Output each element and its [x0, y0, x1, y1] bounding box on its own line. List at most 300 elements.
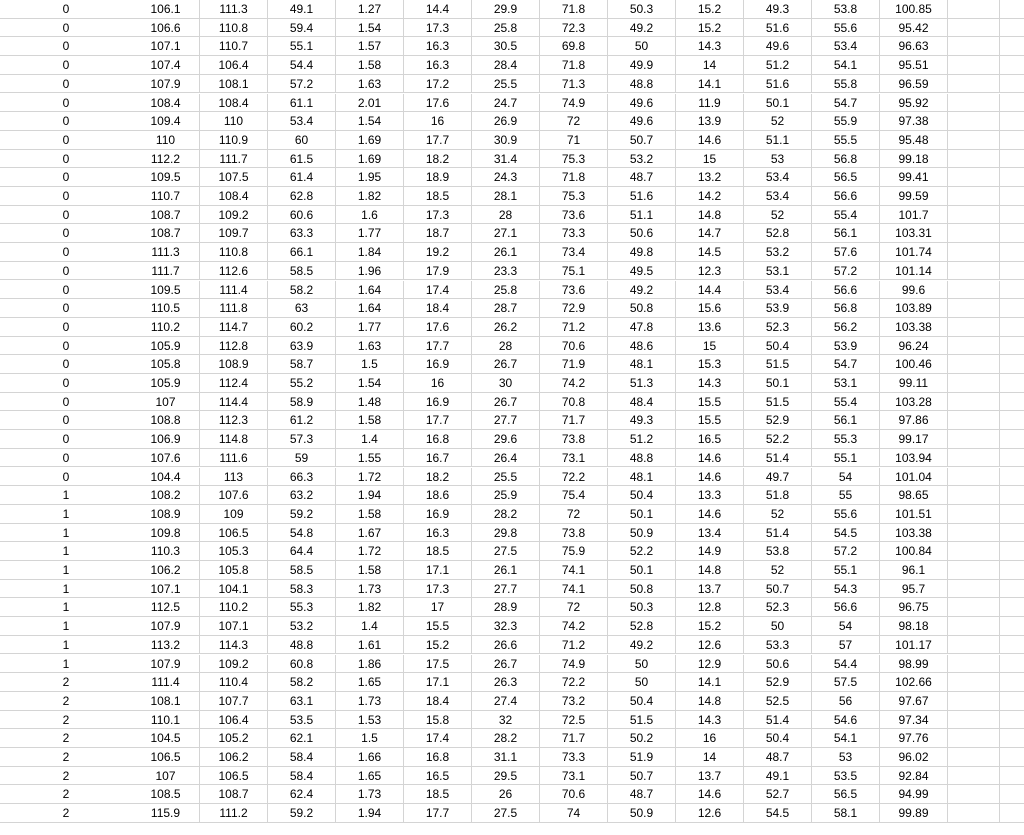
table-cell[interactable]: 2: [0, 729, 132, 748]
table-cell[interactable]: 48.8: [608, 75, 676, 94]
table-cell[interactable]: 58.2: [268, 673, 336, 692]
table-cell[interactable]: 72: [540, 598, 608, 617]
table-cell[interactable]: 106.2: [132, 561, 200, 580]
table-cell[interactable]: 100.84: [880, 542, 948, 561]
empty-cell[interactable]: [948, 430, 1000, 449]
table-cell[interactable]: 1.82: [336, 598, 404, 617]
table-cell[interactable]: 0: [0, 468, 132, 487]
table-cell[interactable]: 49.1: [268, 0, 336, 19]
table-cell[interactable]: 99.89: [880, 804, 948, 823]
empty-cell[interactable]: [1000, 243, 1024, 262]
table-cell[interactable]: 51.5: [608, 711, 676, 730]
table-cell[interactable]: 107: [132, 767, 200, 786]
table-cell[interactable]: 73.1: [540, 767, 608, 786]
empty-cell[interactable]: [948, 598, 1000, 617]
table-cell[interactable]: 2: [0, 748, 132, 767]
table-cell[interactable]: 17.6: [404, 94, 472, 113]
table-cell[interactable]: 97.86: [880, 411, 948, 430]
table-cell[interactable]: 1.65: [336, 673, 404, 692]
empty-cell[interactable]: [1000, 804, 1024, 823]
table-cell[interactable]: 50.2: [608, 729, 676, 748]
empty-cell[interactable]: [948, 673, 1000, 692]
table-cell[interactable]: 18.5: [404, 785, 472, 804]
table-cell[interactable]: 52.3: [744, 598, 812, 617]
table-cell[interactable]: 51.6: [744, 19, 812, 38]
table-cell[interactable]: 106.6: [132, 19, 200, 38]
table-cell[interactable]: 106.2: [200, 748, 268, 767]
table-cell[interactable]: 26.9: [472, 112, 540, 131]
table-cell[interactable]: 63.1: [268, 692, 336, 711]
table-cell[interactable]: 16.9: [404, 505, 472, 524]
table-cell[interactable]: 13.4: [676, 524, 744, 543]
table-cell[interactable]: 70.6: [540, 785, 608, 804]
table-cell[interactable]: 1.73: [336, 580, 404, 599]
table-cell[interactable]: 71.8: [540, 56, 608, 75]
table-cell[interactable]: 26.2: [472, 318, 540, 337]
table-cell[interactable]: 50.1: [608, 505, 676, 524]
table-cell[interactable]: 103.38: [880, 524, 948, 543]
empty-cell[interactable]: [1000, 542, 1024, 561]
table-cell[interactable]: 108.2: [132, 486, 200, 505]
empty-cell[interactable]: [1000, 748, 1024, 767]
table-cell[interactable]: 17.2: [404, 75, 472, 94]
table-cell[interactable]: 56.8: [812, 299, 880, 318]
table-cell[interactable]: 55.6: [812, 19, 880, 38]
table-cell[interactable]: 103.94: [880, 449, 948, 468]
table-cell[interactable]: 109.2: [200, 655, 268, 674]
table-cell[interactable]: 55.6: [812, 505, 880, 524]
table-cell[interactable]: 0: [0, 168, 132, 187]
table-cell[interactable]: 49.1: [744, 767, 812, 786]
table-cell[interactable]: 1.54: [336, 374, 404, 393]
table-cell[interactable]: 106.5: [200, 524, 268, 543]
table-cell[interactable]: 54: [812, 468, 880, 487]
empty-cell[interactable]: [1000, 318, 1024, 337]
empty-cell[interactable]: [948, 94, 1000, 113]
table-cell[interactable]: 1.5: [336, 355, 404, 374]
empty-cell[interactable]: [948, 748, 1000, 767]
table-cell[interactable]: 75.3: [540, 187, 608, 206]
table-cell[interactable]: 112.2: [132, 150, 200, 169]
table-cell[interactable]: 75.3: [540, 150, 608, 169]
table-cell[interactable]: 108.7: [132, 206, 200, 225]
table-cell[interactable]: 14.4: [676, 281, 744, 300]
table-cell[interactable]: 25.8: [472, 19, 540, 38]
table-cell[interactable]: 1: [0, 655, 132, 674]
table-cell[interactable]: 107.9: [132, 75, 200, 94]
table-cell[interactable]: 92.84: [880, 767, 948, 786]
table-cell[interactable]: 24.7: [472, 94, 540, 113]
table-cell[interactable]: 104.4: [132, 468, 200, 487]
table-cell[interactable]: 2: [0, 785, 132, 804]
table-cell[interactable]: 28: [472, 206, 540, 225]
table-cell[interactable]: 0: [0, 355, 132, 374]
table-cell[interactable]: 0: [0, 0, 132, 19]
table-cell[interactable]: 112.8: [200, 337, 268, 356]
empty-cell[interactable]: [1000, 655, 1024, 674]
table-cell[interactable]: 54: [812, 617, 880, 636]
table-cell[interactable]: 52.7: [744, 785, 812, 804]
table-cell[interactable]: 12.3: [676, 262, 744, 281]
table-cell[interactable]: 99.41: [880, 168, 948, 187]
table-cell[interactable]: 58.4: [268, 748, 336, 767]
table-cell[interactable]: 103.38: [880, 318, 948, 337]
table-cell[interactable]: 2.01: [336, 94, 404, 113]
table-cell[interactable]: 56.6: [812, 187, 880, 206]
table-cell[interactable]: 51.3: [608, 374, 676, 393]
empty-cell[interactable]: [1000, 617, 1024, 636]
table-cell[interactable]: 1.95: [336, 168, 404, 187]
table-cell[interactable]: 50: [608, 673, 676, 692]
table-cell[interactable]: 17.4: [404, 281, 472, 300]
table-cell[interactable]: 0: [0, 37, 132, 56]
table-cell[interactable]: 53.8: [744, 542, 812, 561]
table-cell[interactable]: 53.4: [744, 168, 812, 187]
table-cell[interactable]: 50.7: [744, 580, 812, 599]
table-cell[interactable]: 59.2: [268, 505, 336, 524]
table-cell[interactable]: 14.4: [404, 0, 472, 19]
table-cell[interactable]: 17.6: [404, 318, 472, 337]
table-cell[interactable]: 53.2: [744, 243, 812, 262]
table-cell[interactable]: 56.5: [812, 785, 880, 804]
table-cell[interactable]: 18.2: [404, 150, 472, 169]
table-cell[interactable]: 17.3: [404, 206, 472, 225]
empty-cell[interactable]: [948, 542, 1000, 561]
table-cell[interactable]: 28.7: [472, 299, 540, 318]
table-cell[interactable]: 51.5: [744, 355, 812, 374]
empty-cell[interactable]: [948, 729, 1000, 748]
table-cell[interactable]: 105.9: [132, 374, 200, 393]
table-cell[interactable]: 26.6: [472, 636, 540, 655]
table-cell[interactable]: 28.4: [472, 56, 540, 75]
table-cell[interactable]: 1.58: [336, 56, 404, 75]
table-cell[interactable]: 50.1: [608, 561, 676, 580]
table-cell[interactable]: 53.2: [608, 150, 676, 169]
table-cell[interactable]: 1.65: [336, 767, 404, 786]
table-cell[interactable]: 2: [0, 673, 132, 692]
table-cell[interactable]: 73.6: [540, 281, 608, 300]
table-cell[interactable]: 0: [0, 131, 132, 150]
table-cell[interactable]: 17.1: [404, 673, 472, 692]
table-cell[interactable]: 17.7: [404, 804, 472, 823]
table-cell[interactable]: 72.3: [540, 19, 608, 38]
table-cell[interactable]: 15.2: [676, 0, 744, 19]
table-cell[interactable]: 1.94: [336, 804, 404, 823]
table-cell[interactable]: 16.3: [404, 524, 472, 543]
table-cell[interactable]: 1.66: [336, 748, 404, 767]
empty-cell[interactable]: [948, 655, 1000, 674]
empty-cell[interactable]: [1000, 355, 1024, 374]
table-cell[interactable]: 17.5: [404, 655, 472, 674]
table-cell[interactable]: 106.4: [200, 711, 268, 730]
table-cell[interactable]: 15.3: [676, 355, 744, 374]
table-cell[interactable]: 101.14: [880, 262, 948, 281]
table-cell[interactable]: 1: [0, 617, 132, 636]
table-cell[interactable]: 25.8: [472, 281, 540, 300]
table-cell[interactable]: 71.8: [540, 0, 608, 19]
table-cell[interactable]: 26.1: [472, 243, 540, 262]
table-cell[interactable]: 108.4: [200, 94, 268, 113]
table-cell[interactable]: 15.5: [676, 393, 744, 412]
table-cell[interactable]: 48.7: [608, 168, 676, 187]
table-cell[interactable]: 111.3: [132, 243, 200, 262]
table-cell[interactable]: 0: [0, 224, 132, 243]
table-cell[interactable]: 27.7: [472, 411, 540, 430]
table-cell[interactable]: 58.4: [268, 767, 336, 786]
table-cell[interactable]: 1.72: [336, 542, 404, 561]
table-cell[interactable]: 14.3: [676, 374, 744, 393]
table-cell[interactable]: 14.6: [676, 785, 744, 804]
table-cell[interactable]: 1.57: [336, 37, 404, 56]
table-cell[interactable]: 73.8: [540, 524, 608, 543]
table-cell[interactable]: 105.2: [200, 729, 268, 748]
table-cell[interactable]: 51.4: [744, 711, 812, 730]
table-cell[interactable]: 1.5: [336, 729, 404, 748]
table-cell[interactable]: 1.58: [336, 505, 404, 524]
table-cell[interactable]: 16: [404, 112, 472, 131]
table-cell[interactable]: 16.5: [676, 430, 744, 449]
table-cell[interactable]: 51.4: [744, 449, 812, 468]
table-cell[interactable]: 54.1: [812, 56, 880, 75]
table-cell[interactable]: 56.6: [812, 281, 880, 300]
table-cell[interactable]: 72.2: [540, 468, 608, 487]
table-cell[interactable]: 14.8: [676, 692, 744, 711]
table-cell[interactable]: 108.1: [132, 692, 200, 711]
table-cell[interactable]: 71.2: [540, 636, 608, 655]
table-cell[interactable]: 108.5: [132, 785, 200, 804]
table-cell[interactable]: 54.1: [812, 729, 880, 748]
table-cell[interactable]: 58.5: [268, 561, 336, 580]
table-cell[interactable]: 29.5: [472, 767, 540, 786]
table-cell[interactable]: 110.3: [132, 542, 200, 561]
table-cell[interactable]: 109.2: [200, 206, 268, 225]
table-cell[interactable]: 11.9: [676, 94, 744, 113]
empty-cell[interactable]: [948, 711, 1000, 730]
table-cell[interactable]: 28.1: [472, 187, 540, 206]
table-cell[interactable]: 56.1: [812, 224, 880, 243]
table-cell[interactable]: 28.2: [472, 505, 540, 524]
table-cell[interactable]: 60.8: [268, 655, 336, 674]
table-cell[interactable]: 111.7: [200, 150, 268, 169]
table-cell[interactable]: 103.28: [880, 393, 948, 412]
empty-cell[interactable]: [1000, 468, 1024, 487]
table-cell[interactable]: 57.2: [812, 542, 880, 561]
table-cell[interactable]: 0: [0, 262, 132, 281]
table-cell[interactable]: 50.1: [744, 374, 812, 393]
table-cell[interactable]: 60.2: [268, 318, 336, 337]
table-cell[interactable]: 96.02: [880, 748, 948, 767]
table-cell[interactable]: 70.8: [540, 393, 608, 412]
table-cell[interactable]: 107.7: [200, 692, 268, 711]
table-cell[interactable]: 55.1: [812, 561, 880, 580]
empty-cell[interactable]: [1000, 692, 1024, 711]
table-cell[interactable]: 53.3: [744, 636, 812, 655]
table-cell[interactable]: 73.4: [540, 243, 608, 262]
table-cell[interactable]: 104.5: [132, 729, 200, 748]
empty-cell[interactable]: [1000, 636, 1024, 655]
empty-cell[interactable]: [948, 75, 1000, 94]
table-cell[interactable]: 53.1: [744, 262, 812, 281]
table-cell[interactable]: 49.2: [608, 19, 676, 38]
table-cell[interactable]: 109.5: [132, 168, 200, 187]
table-cell[interactable]: 110.5: [132, 299, 200, 318]
table-cell[interactable]: 54.6: [812, 711, 880, 730]
table-cell[interactable]: 73.8: [540, 430, 608, 449]
table-cell[interactable]: 107.6: [200, 486, 268, 505]
table-cell[interactable]: 50.4: [744, 729, 812, 748]
table-cell[interactable]: 50.6: [608, 224, 676, 243]
table-cell[interactable]: 13.2: [676, 168, 744, 187]
table-cell[interactable]: 17.9: [404, 262, 472, 281]
table-cell[interactable]: 1: [0, 580, 132, 599]
table-cell[interactable]: 15.5: [404, 617, 472, 636]
table-cell[interactable]: 108.7: [132, 224, 200, 243]
table-cell[interactable]: 30.5: [472, 37, 540, 56]
table-cell[interactable]: 53.9: [812, 337, 880, 356]
empty-cell[interactable]: [1000, 449, 1024, 468]
empty-cell[interactable]: [1000, 374, 1024, 393]
table-cell[interactable]: 30.9: [472, 131, 540, 150]
empty-cell[interactable]: [1000, 561, 1024, 580]
table-cell[interactable]: 71: [540, 131, 608, 150]
empty-cell[interactable]: [1000, 337, 1024, 356]
table-cell[interactable]: 17.3: [404, 580, 472, 599]
table-cell[interactable]: 73.1: [540, 449, 608, 468]
table-cell[interactable]: 60.6: [268, 206, 336, 225]
table-cell[interactable]: 1.4: [336, 617, 404, 636]
empty-cell[interactable]: [1000, 580, 1024, 599]
table-cell[interactable]: 96.75: [880, 598, 948, 617]
table-cell[interactable]: 109.5: [132, 281, 200, 300]
table-cell[interactable]: 18.4: [404, 299, 472, 318]
table-cell[interactable]: 96.24: [880, 337, 948, 356]
table-cell[interactable]: 50.4: [608, 692, 676, 711]
table-cell[interactable]: 110: [200, 112, 268, 131]
table-cell[interactable]: 14.1: [676, 75, 744, 94]
table-cell[interactable]: 28.2: [472, 729, 540, 748]
table-cell[interactable]: 111.3: [200, 0, 268, 19]
table-cell[interactable]: 95.7: [880, 580, 948, 599]
table-cell[interactable]: 16.7: [404, 449, 472, 468]
table-cell[interactable]: 1.67: [336, 524, 404, 543]
table-cell[interactable]: 28: [472, 337, 540, 356]
table-cell[interactable]: 1.58: [336, 561, 404, 580]
empty-cell[interactable]: [948, 636, 1000, 655]
table-cell[interactable]: 49.7: [744, 468, 812, 487]
table-cell[interactable]: 103.31: [880, 224, 948, 243]
table-cell[interactable]: 107.9: [132, 655, 200, 674]
table-cell[interactable]: 97.76: [880, 729, 948, 748]
table-cell[interactable]: 53: [812, 748, 880, 767]
table-cell[interactable]: 51.5: [744, 393, 812, 412]
table-cell[interactable]: 50: [608, 37, 676, 56]
table-cell[interactable]: 110.4: [200, 673, 268, 692]
table-cell[interactable]: 18.2: [404, 468, 472, 487]
table-cell[interactable]: 16.9: [404, 355, 472, 374]
table-cell[interactable]: 17: [404, 598, 472, 617]
empty-cell[interactable]: [948, 299, 1000, 318]
table-cell[interactable]: 1.54: [336, 112, 404, 131]
table-cell[interactable]: 1.64: [336, 299, 404, 318]
table-cell[interactable]: 100.85: [880, 0, 948, 19]
table-cell[interactable]: 105.8: [200, 561, 268, 580]
table-cell[interactable]: 52.8: [608, 617, 676, 636]
table-cell[interactable]: 57.3: [268, 430, 336, 449]
table-cell[interactable]: 23.3: [472, 262, 540, 281]
table-cell[interactable]: 98.99: [880, 655, 948, 674]
table-cell[interactable]: 51.1: [744, 131, 812, 150]
table-cell[interactable]: 1.61: [336, 636, 404, 655]
table-cell[interactable]: 101.74: [880, 243, 948, 262]
table-cell[interactable]: 110.7: [200, 37, 268, 56]
table-cell[interactable]: 55.9: [812, 112, 880, 131]
table-cell[interactable]: 49.5: [608, 262, 676, 281]
empty-cell[interactable]: [1000, 673, 1024, 692]
table-cell[interactable]: 1: [0, 636, 132, 655]
table-cell[interactable]: 50.3: [608, 0, 676, 19]
table-cell[interactable]: 0: [0, 243, 132, 262]
table-cell[interactable]: 30: [472, 374, 540, 393]
table-cell[interactable]: 0: [0, 112, 132, 131]
table-cell[interactable]: 1: [0, 505, 132, 524]
table-cell[interactable]: 1.77: [336, 224, 404, 243]
table-cell[interactable]: 28.9: [472, 598, 540, 617]
table-cell[interactable]: 49.2: [608, 636, 676, 655]
table-cell[interactable]: 14.3: [676, 711, 744, 730]
table-cell[interactable]: 57.2: [268, 75, 336, 94]
table-cell[interactable]: 15.2: [404, 636, 472, 655]
table-cell[interactable]: 62.1: [268, 729, 336, 748]
table-cell[interactable]: 25.5: [472, 468, 540, 487]
empty-cell[interactable]: [948, 0, 1000, 19]
table-cell[interactable]: 0: [0, 187, 132, 206]
empty-cell[interactable]: [948, 580, 1000, 599]
table-cell[interactable]: 59.2: [268, 804, 336, 823]
table-cell[interactable]: 1.73: [336, 785, 404, 804]
table-cell[interactable]: 62.8: [268, 187, 336, 206]
table-cell[interactable]: 51.6: [608, 187, 676, 206]
table-cell[interactable]: 51.4: [744, 524, 812, 543]
empty-cell[interactable]: [948, 37, 1000, 56]
table-cell[interactable]: 71.3: [540, 75, 608, 94]
empty-cell[interactable]: [948, 224, 1000, 243]
table-cell[interactable]: 95.51: [880, 56, 948, 75]
table-cell[interactable]: 25.9: [472, 486, 540, 505]
table-cell[interactable]: 73.3: [540, 748, 608, 767]
table-cell[interactable]: 107: [132, 393, 200, 412]
empty-cell[interactable]: [1000, 393, 1024, 412]
table-cell[interactable]: 105.3: [200, 542, 268, 561]
table-cell[interactable]: 17.7: [404, 411, 472, 430]
table-cell[interactable]: 109.4: [132, 112, 200, 131]
table-cell[interactable]: 94.99: [880, 785, 948, 804]
table-cell[interactable]: 51.6: [744, 75, 812, 94]
table-cell[interactable]: 55.3: [268, 598, 336, 617]
table-cell[interactable]: 99.6: [880, 281, 948, 300]
table-cell[interactable]: 103.89: [880, 299, 948, 318]
empty-cell[interactable]: [1000, 187, 1024, 206]
table-cell[interactable]: 15.8: [404, 711, 472, 730]
table-cell[interactable]: 15: [676, 337, 744, 356]
table-cell[interactable]: 50.1: [744, 94, 812, 113]
empty-cell[interactable]: [1000, 729, 1024, 748]
table-cell[interactable]: 17.4: [404, 729, 472, 748]
table-cell[interactable]: 112.3: [200, 411, 268, 430]
table-cell[interactable]: 0: [0, 393, 132, 412]
table-cell[interactable]: 49.2: [608, 281, 676, 300]
table-cell[interactable]: 100.46: [880, 355, 948, 374]
empty-cell[interactable]: [1000, 19, 1024, 38]
